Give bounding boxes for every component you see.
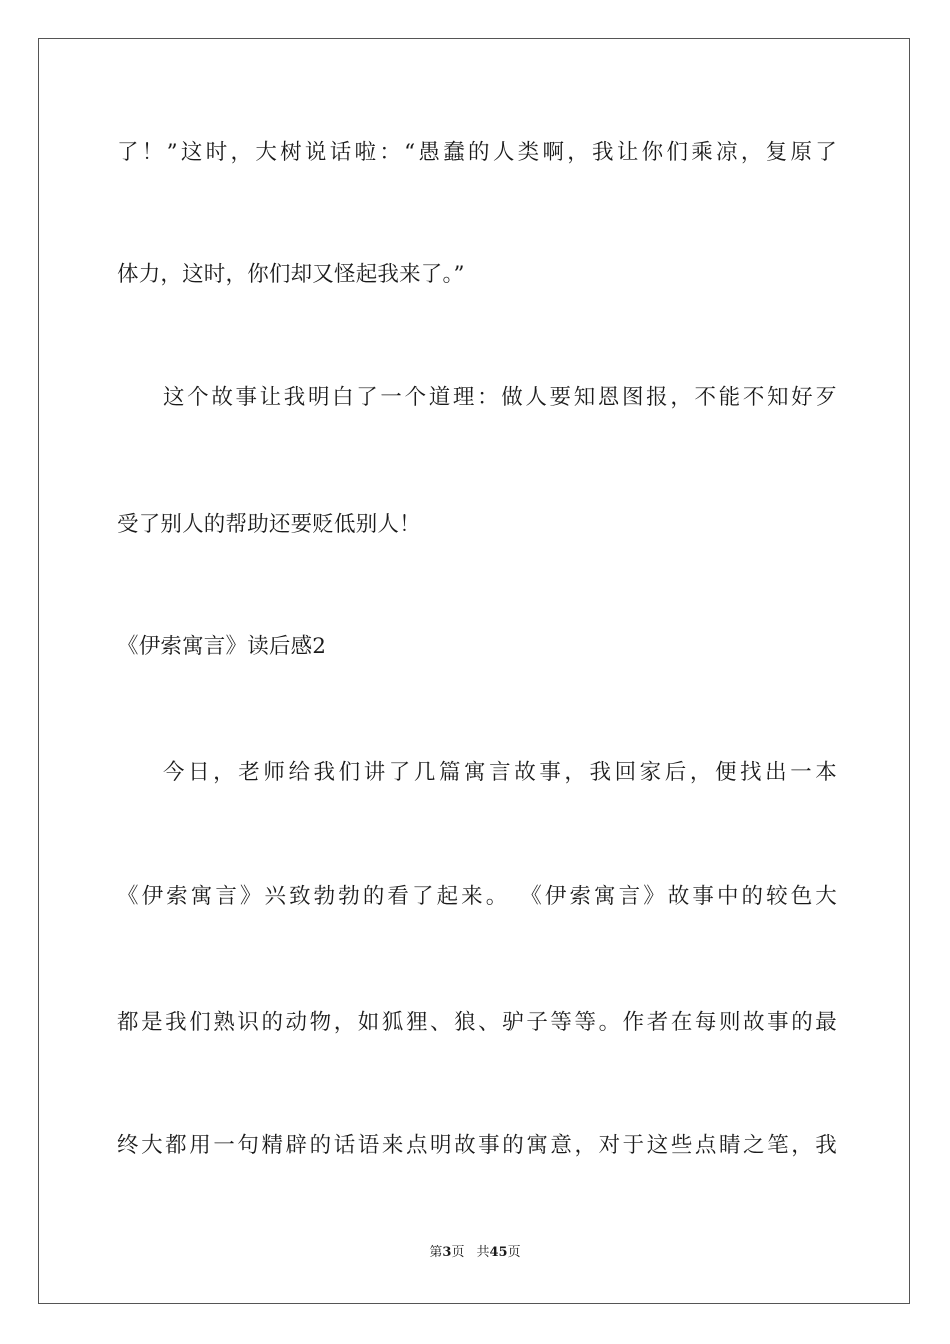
- page-footer: [0, 1244, 950, 1262]
- body-line-1: 了！”这时，大树说话啦：“愚蠢的人类啊，我让你们乘凉，复原了: [117, 140, 837, 165]
- footer-total-pages: 45: [489, 1245, 508, 1260]
- page-border: [38, 38, 910, 1304]
- body-line-2: 体力，这时，你们却又怪起我来了。”: [117, 262, 465, 287]
- footer-total-suffix: 页: [507, 1245, 521, 1260]
- footer-total-prefix: 共: [476, 1245, 490, 1260]
- section-heading: 《伊索寓言》读后感2: [117, 634, 327, 659]
- body-line-4: 受了别人的帮助还要贬低别人！: [117, 512, 421, 537]
- footer-page-number: 3: [442, 1245, 452, 1260]
- footer-page-suffix: 页: [451, 1245, 465, 1260]
- body-line-8: 都是我们熟识的动物，如狐狸、狼、驴子等等。作者在每则故事的最: [117, 1010, 837, 1035]
- footer-page-prefix: 第: [429, 1245, 443, 1260]
- body-line-7: 《伊索寓言》兴致勃勃的看了起来。 《伊索寓言》故事中的较色大: [117, 884, 837, 909]
- body-line-3: 这个故事让我明白了一个道理：做人要知恩图报，不能不知好歹: [163, 385, 837, 410]
- body-line-9: 终大都用一句精辟的话语来点明故事的寓意，对于这些点睛之笔，我: [117, 1133, 837, 1158]
- body-line-6: 今日，老师给我们讲了几篇寓言故事，我回家后，便找出一本: [163, 760, 837, 785]
